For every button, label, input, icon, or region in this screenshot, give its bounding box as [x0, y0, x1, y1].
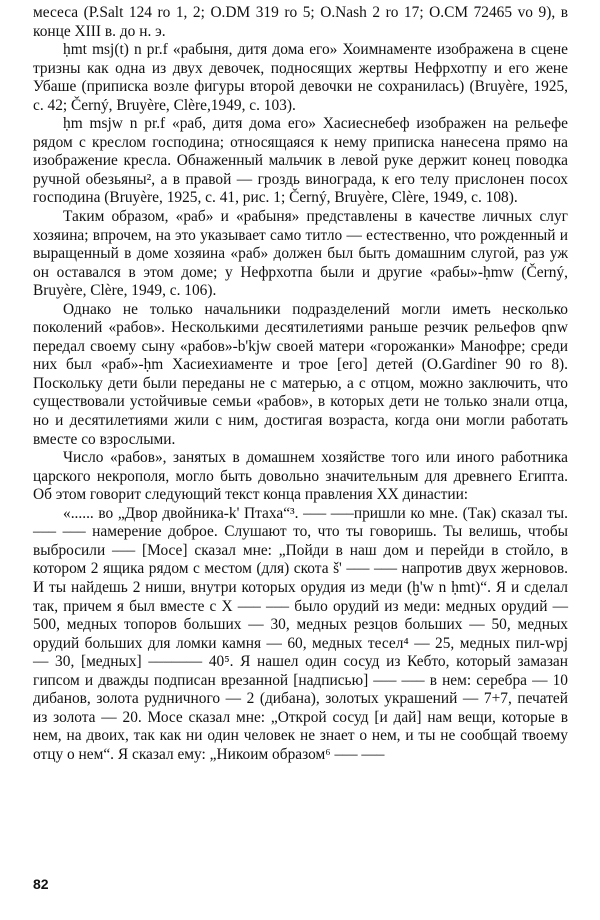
paragraph-household-slaves: Число «рабов», занятых в домашнем хозяйстве того или иного работника царского некрополя, могло быть довольно значительным для древнего Египта. Об этом говорит следующий текст конца правления XX династии:	[33, 449, 568, 504]
page-number: 82	[33, 876, 49, 892]
paragraph-generations: Однако не только начальники подразделений могли иметь несколько поколений «рабов». Несколькими десятилетиями раньше резчик рельефов qnw передал своему сыну «рабов»-b'kjw своей матери «горожанки» Манофре; среди них был «раб»-ḥm Хасиехиаменте и трое [его] детей (O.Gardiner 90 ro 8). Поскольку дети были переданы не с матерью, а с отцом, можно заключить, что существовали устойчивые семьи «рабов», в которых дети не только знали отца, но и десятилетиями жили с ним, достигая возраста, когда они могли работать вместе со взрослыми.	[33, 300, 568, 448]
paragraph-hm-msjw: ḥm msjw n pr.f «раб, дитя дома его» Хасиеснебеф изображен на рельефе рядом с креслом господина; относящаяся к нему приписка нанесена прямо на изображение кресла. Обнаженный мальчик в левой руке держит конец поводка ручной обезьяны², а в правой — гроздь винограда, к его телу прислонен посох господина (Bruyère, 1925, с. 41, рис. 1; Černý, Bruyère, Clère, 1949, с. 108).	[33, 115, 568, 207]
paragraph-quoted-text: «...... во „Двор двойника-k' Птаха“³. ––– –––пришли ко мне. (Так) сказал ты. ––– ––– намерение доброе. Слушают то, что ты говоришь. Ты велишь, чтобы выбросили ––– [Мосе] сказал мне: „Пойди в наш дом и перейди в стойло, в котором 2 ящика рядом с местом (для) скота š' ––– ––– напротив двух жерновов. И ты найдешь 2 ниши, внутри которых орудия из меди (ḫ'w n ḥmt)“. Я и сделал так, причем я был вместе с Х ––– ––– было орудий из меди: медных орудий — 500, медных топоров больших — 30, медных резцов больших — 50, медных орудий больших для ломки камня — 60, медных тесел⁴ — 25, медных пил-wpj — 30, [медных] –––––— 40⁵. Я нашел один сосуд из Кебто, который замазан гипсом и дважды подписан врезанной [надписью] ––– ––– в нем: серебра — 10 дибанов, золота рудничного — 2 (дибана), золотых украшений — 7+7, печатей из золота — 20. Мосе сказал мне: „Открой сосуд [и дай] нам вещи, которые в нем, на двоих, так как ни один человек не знает о нем, и ты не сообщай твоему отцу о нем“. Я сказал ему: „Никоим образом⁶ ––– –––	[33, 504, 568, 763]
paragraph-continuation: месеса (P.Salt 124 ro 1, 2; O.DM 319 ro 5; O.Nash 2 ro 17; O.CM 72465 vo 9), в конце XIII в. до н. э.	[33, 4, 568, 40]
paragraph-personal-servants: Таким образом, «раб» и «рабыня» представлены в качестве личных слуг хозяина; впрочем, на это указывает само титло — естественно, что рожденный и выращенный в доме хозяина «раб» должен был быть домашним слугой, раз уж он оставался в этом доме; у Нефрхотпа были и другие «рабы»-ḥmw (Černý, Bruyère, Clère, 1949, с. 106).	[33, 208, 568, 300]
body-text	[33, 4, 568, 764]
paragraph-hmt-msjt: ḥmt msj(t) n pr.f «рабыня, дитя дома его» Хоимнаменте изображена в сцене тризны как одна из двух девочек, подносящих жертвы Нефрхотпу и его жене Убаше (приписка возле фигуры второй девочки не сохранилась) (Bruyère, 1925, с. 42; Černý, Bruyère, Clère,1949, с. 103).	[33, 41, 568, 114]
